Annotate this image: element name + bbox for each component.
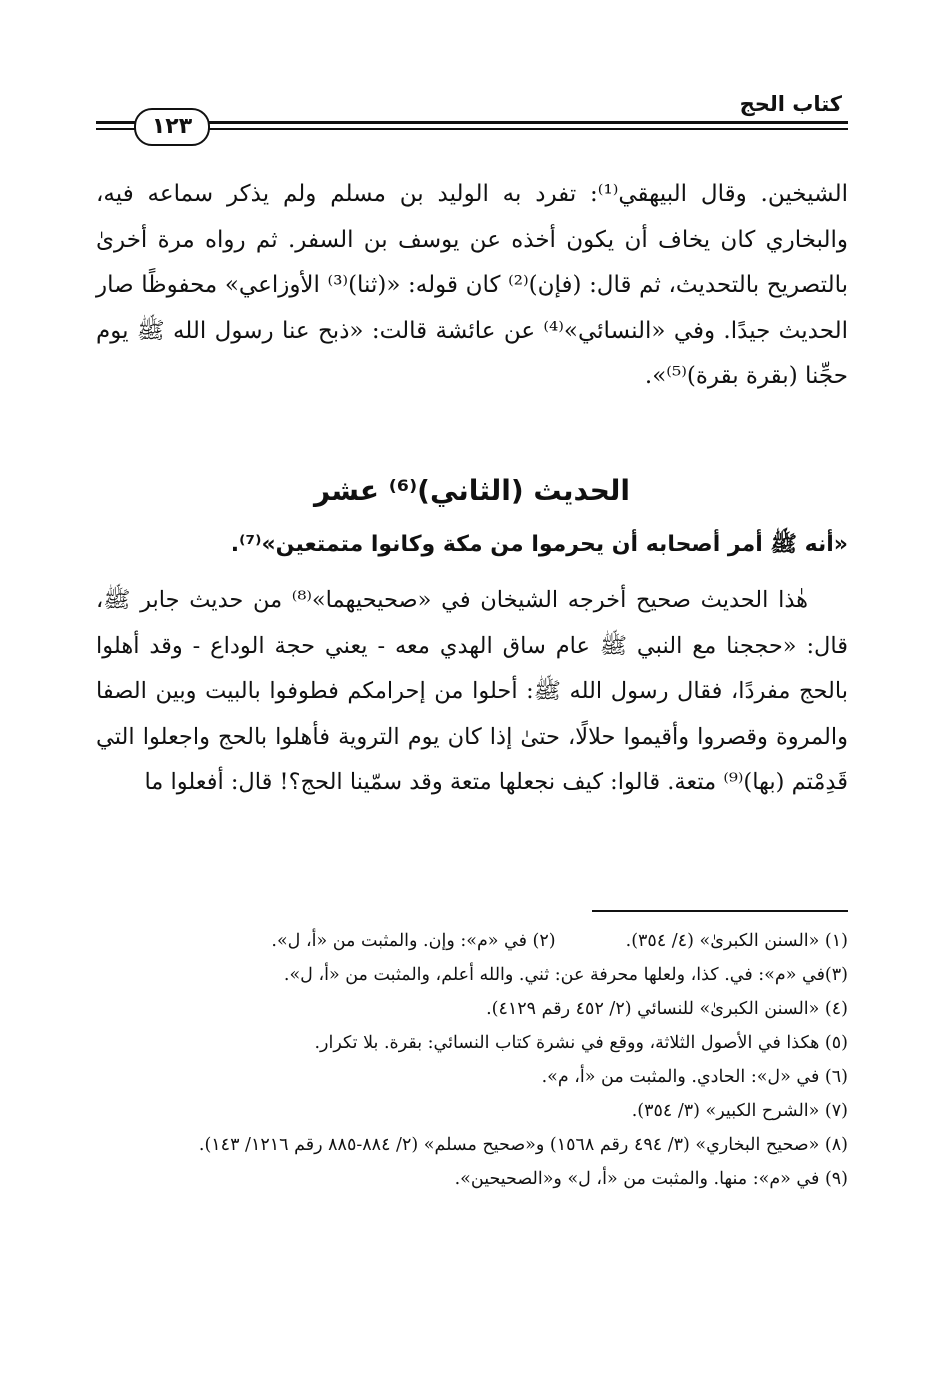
footnotes bbox=[96, 924, 848, 1196]
footnote: (٦) في «ل»: الحادي. والمثبت من «أ، م». bbox=[541, 1067, 848, 1087]
footnote: (٤) «السنن الكبرىٰ» للنسائي (٢/ ٤٥٢ رقم ٤١٢٩). bbox=[486, 999, 848, 1019]
header-rule bbox=[96, 121, 136, 124]
footnote-divider bbox=[592, 910, 848, 912]
body-text-bottom bbox=[96, 578, 848, 806]
footnote: (٢) في «م»: وإن. والمثبت من «أ، ل». bbox=[271, 931, 556, 951]
page-number: ١٢٣ bbox=[134, 108, 210, 146]
paragraph: الشيخين. وقال البيهقي⁽¹⁾: تفرد به الوليد بن مسلم ولم يذكر سماعه فيه، والبخاري كان يخاف أن يكون أخذه عن يوسف بن السفر. ثم رواه مرة أخرىٰ بالتصريح بالتحديث، ثم قال: (فإن)⁽²⁾ كان قوله: «(ثنا)⁽³⁾ الأوزاعي» محفوظًا صار الحديث جيدًا. وفي «النسائي»⁽⁴⁾ عن عائشة قالت: «ذبح عنا رسول الله ﷺ يوم حجِّنا (بقرة بقرة)⁽⁵⁾». bbox=[96, 181, 848, 389]
footnote: (٨) «صحيح البخاري» (٣/ ٤٩٤ رقم ١٥٦٨) و«صحيح مسلم» (٢/ ٨٨٤-٨٨٥ رقم ١٢١٦/ ١٤٣). bbox=[198, 1135, 848, 1155]
hadith-text: «أنه ﷺ أمر أصحابه أن يحرموا من مكة وكانوا متمتعين»⁽⁷⁾. bbox=[230, 532, 848, 557]
header-rule bbox=[206, 128, 848, 130]
body-text-top bbox=[96, 172, 848, 400]
footnote: (٧) «الشرح الكبير» (٣/ ٣٥٤). bbox=[631, 1101, 848, 1121]
footnote: (١) «السنن الكبرىٰ» (٤/ ٣٥٤). bbox=[625, 931, 848, 951]
section-heading: الحديث (الثاني)⁽⁶⁾ عشر bbox=[313, 474, 631, 507]
header-rule bbox=[206, 121, 848, 124]
footnote: (٩) في «م»: منها. والمثبت من «أ، ل» و«الصحيحين». bbox=[454, 1169, 848, 1189]
footnote: (٥) هكذا في الأصول الثلاثة، ووقع في نشرة كتاب النسائي: بقرة. بلا تكرار. bbox=[314, 1033, 848, 1053]
running-title: كتاب الحج bbox=[739, 92, 842, 116]
header-rule bbox=[96, 128, 136, 130]
footnote: (٣)في «م»: في. كذا، ولعلها محرفة عن: ثني. والله أعلم، والمثبت من «أ، ل». bbox=[283, 965, 848, 985]
footnote-row bbox=[96, 924, 848, 958]
page-header bbox=[96, 92, 848, 152]
paragraph: هٰذا الحديث صحيح أخرجه الشيخان في «صحيحيهما»⁽⁸⁾ من حديث جابر ﷺ، قال: «حججنا مع النبي ﷺ عام ساق الهدي معه - يعني حجة الوداع - وقد أهلوا بالحج مفردًا، فقال رسول الله ﷺ: أحلوا من إحرامكم فطوفوا بالبيت وبين الصفا والمروة وقصروا وأقيموا حلالًا، حتىٰ إذا كان يوم التروية فأهلوا بالحج واجعلوا التي قَدِمْتم (بها)⁽⁹⁾ متعة. قالوا: كيف نجعلها متعة وقد سمّينا الحج؟! قال: أفعلوا ما bbox=[96, 587, 848, 795]
